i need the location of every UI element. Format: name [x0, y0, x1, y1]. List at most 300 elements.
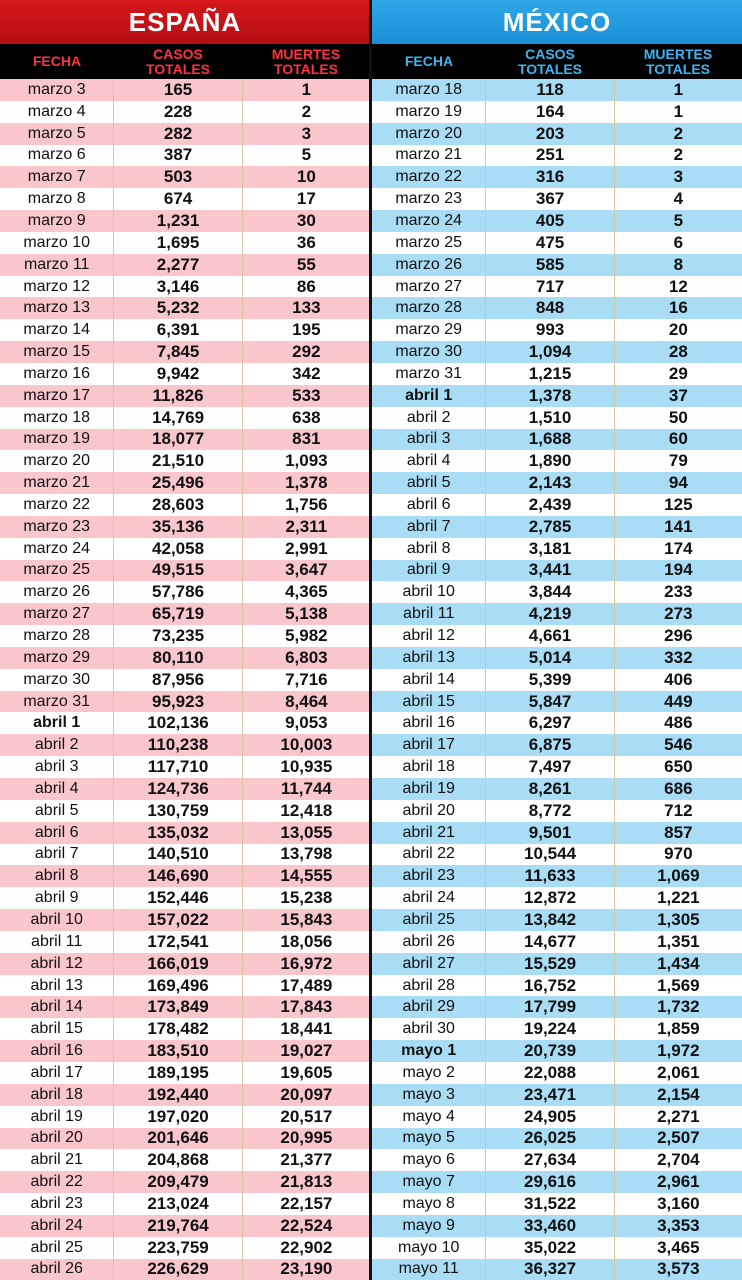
table-row: [372, 581, 742, 603]
date-cell: marzo 30: [372, 341, 486, 363]
deaths-cell: 5: [673, 210, 684, 230]
table-row: [0, 669, 370, 691]
cases-cell: 848: [486, 297, 614, 319]
table-row: [372, 1040, 742, 1062]
cases-cell: 110,238: [114, 734, 242, 756]
cases-cell: 3,181: [486, 538, 614, 560]
deaths-cell: 2,704: [657, 1150, 700, 1170]
date-cell: marzo 17: [0, 385, 114, 407]
table-row: [372, 210, 742, 232]
table-row: [0, 887, 370, 909]
deaths-cell: 13,055: [280, 822, 333, 842]
date-cell: marzo 7: [0, 166, 114, 188]
cases-cell: 130,759: [114, 800, 242, 822]
date-cell: marzo 25: [0, 560, 114, 582]
date-cell: marzo 22: [0, 494, 114, 516]
deaths-cell: 14,555: [280, 866, 333, 886]
table-row: [0, 603, 370, 625]
deaths-cell: 2: [673, 145, 684, 165]
date-cell: abril 11: [0, 931, 114, 953]
date-cell: abril 21: [372, 822, 486, 844]
cases-cell: 57,786: [114, 581, 242, 603]
cases-cell: 3,441: [486, 560, 614, 582]
table-row: [372, 450, 742, 472]
cases-cell: 165: [114, 79, 242, 101]
table-row: [372, 800, 742, 822]
date-cell: marzo 3: [0, 79, 114, 101]
cases-cell: 117,710: [114, 756, 242, 778]
deaths-cell: 1,434: [657, 953, 700, 973]
date-cell: marzo 27: [0, 603, 114, 625]
date-cell: mayo 3: [372, 1084, 486, 1106]
deaths-cell: 5,982: [285, 626, 328, 646]
cases-cell: 13,842: [486, 909, 614, 931]
date-cell: abril 1: [372, 385, 486, 407]
deaths-cell: 19,605: [280, 1062, 333, 1082]
deaths-cell: 2,507: [657, 1128, 700, 1148]
cases-cell: 1,378: [486, 385, 614, 407]
cases-cell: 5,232: [114, 297, 242, 319]
table-row: [0, 79, 370, 101]
deaths-cell: 2,271: [657, 1106, 700, 1126]
table-row: [0, 166, 370, 188]
cases-cell: 166,019: [114, 953, 242, 975]
deaths-cell: 7,716: [285, 669, 328, 689]
deaths-cell: 195: [292, 320, 321, 340]
deaths-cell: 55: [296, 254, 316, 274]
cases-cell: 1,688: [486, 429, 614, 451]
table-row: [0, 1171, 370, 1193]
mexico-header-row: [372, 44, 742, 79]
cases-cell: 35,136: [114, 516, 242, 538]
table-row: [0, 1084, 370, 1106]
date-cell: marzo 30: [0, 669, 114, 691]
table-row: [0, 734, 370, 756]
table-row: [0, 1237, 370, 1259]
table-row: [0, 756, 370, 778]
spain-rows: [0, 79, 370, 1280]
date-cell: abril 13: [372, 647, 486, 669]
date-cell: abril 4: [372, 450, 486, 472]
table-row: [0, 560, 370, 582]
deaths-cell: 2,961: [657, 1172, 700, 1192]
date-cell: abril 21: [0, 1149, 114, 1171]
date-cell: abril 2: [372, 407, 486, 429]
table-row: [0, 822, 370, 844]
cases-cell: 135,032: [114, 822, 242, 844]
cases-cell: 1,890: [486, 450, 614, 472]
table-row: [0, 909, 370, 931]
table-row: [372, 1171, 742, 1193]
cases-cell: 33,460: [486, 1215, 614, 1237]
spain-header-row: [0, 44, 370, 79]
date-cell: abril 15: [372, 691, 486, 713]
deaths-cell: 20,097: [280, 1084, 333, 1104]
date-cell: marzo 18: [0, 407, 114, 429]
table-row: [0, 472, 370, 494]
table-row: [0, 975, 370, 997]
date-cell: abril 23: [372, 865, 486, 887]
date-cell: abril 5: [372, 472, 486, 494]
deaths-cell: 292: [292, 342, 321, 362]
cases-cell: 19,224: [486, 1018, 614, 1040]
date-cell: abril 26: [372, 931, 486, 953]
deaths-cell: 3,353: [657, 1215, 700, 1235]
cases-cell: 316: [486, 166, 614, 188]
cases-cell: 29,616: [486, 1171, 614, 1193]
date-cell: mayo 5: [372, 1128, 486, 1150]
table-row: [372, 560, 742, 582]
date-cell: marzo 18: [372, 79, 486, 101]
table-row: [0, 145, 370, 167]
deaths-cell: 1,756: [285, 494, 328, 514]
deaths-cell: 11,744: [280, 778, 332, 798]
deaths-cell: 10: [296, 167, 316, 187]
deaths-cell: 857: [664, 822, 693, 842]
deaths-cell: 28: [668, 342, 688, 362]
deaths-cell: 1,069: [657, 866, 700, 886]
date-cell: marzo 21: [0, 472, 114, 494]
cases-cell: 387: [114, 145, 242, 167]
cases-cell: 12,872: [486, 887, 614, 909]
table-row: [0, 297, 370, 319]
deaths-cell: 1,569: [657, 975, 700, 995]
table-row: [0, 931, 370, 953]
date-cell: abril 12: [372, 625, 486, 647]
date-cell: abril 23: [0, 1193, 114, 1215]
deaths-cell: 3,647: [285, 560, 328, 580]
deaths-cell: 342: [292, 363, 321, 383]
date-cell: marzo 24: [372, 210, 486, 232]
deaths-cell: 21,377: [280, 1150, 333, 1170]
cases-cell: 26,025: [486, 1128, 614, 1150]
date-cell: abril 19: [372, 778, 486, 800]
deaths-cell: 22,157: [280, 1193, 333, 1213]
deaths-cell: 15,238: [280, 888, 333, 908]
table-row: [0, 953, 370, 975]
table-row: [372, 254, 742, 276]
mexico-header-deaths: MUERTES TOTALES: [643, 45, 713, 77]
table-row: [372, 1018, 742, 1040]
cases-cell: 209,479: [114, 1171, 242, 1193]
date-cell: marzo 6: [0, 145, 114, 167]
table-row: [372, 1237, 742, 1259]
deaths-cell: 1: [301, 79, 312, 99]
spain-header-deaths: MUERTES TOTALES: [271, 45, 341, 77]
deaths-cell: 21,813: [280, 1172, 333, 1192]
date-cell: abril 17: [0, 1062, 114, 1084]
deaths-cell: 23,190: [280, 1259, 333, 1279]
table-row: [0, 778, 370, 800]
date-cell: marzo 23: [372, 188, 486, 210]
date-cell: marzo 29: [372, 319, 486, 341]
cases-cell: 475: [486, 232, 614, 254]
table-row: [372, 844, 742, 866]
table-row: [0, 1018, 370, 1040]
cases-cell: 7,497: [486, 756, 614, 778]
table-row: [0, 1259, 370, 1280]
cases-cell: 717: [486, 276, 614, 298]
date-cell: abril 16: [372, 712, 486, 734]
cases-cell: 87,956: [114, 669, 242, 691]
cases-cell: 2,439: [486, 494, 614, 516]
deaths-cell: 125: [664, 494, 693, 514]
cases-cell: 173,849: [114, 996, 242, 1018]
table-row: [372, 822, 742, 844]
date-cell: marzo 5: [0, 123, 114, 145]
cases-cell: 157,022: [114, 909, 242, 931]
table-row: [372, 123, 742, 145]
table-row: [0, 123, 370, 145]
table-row: [372, 297, 742, 319]
cases-cell: 80,110: [114, 647, 242, 669]
cases-cell: 503: [114, 166, 242, 188]
cases-cell: 204,868: [114, 1149, 242, 1171]
deaths-cell: 1,351: [657, 931, 700, 951]
date-cell: abril 25: [372, 909, 486, 931]
deaths-cell: 17,843: [280, 997, 333, 1017]
deaths-cell: 4: [673, 189, 684, 209]
table-row: [0, 1062, 370, 1084]
table-row: [372, 145, 742, 167]
cases-cell: 9,501: [486, 822, 614, 844]
date-cell: marzo 4: [0, 101, 114, 123]
deaths-cell: 6: [673, 232, 684, 252]
date-cell: abril 22: [372, 844, 486, 866]
table-row: [372, 1128, 742, 1150]
table-row: [372, 909, 742, 931]
deaths-cell: 141: [664, 516, 693, 536]
deaths-cell: 50: [668, 407, 688, 427]
deaths-cell: 449: [664, 691, 693, 711]
date-cell: abril 27: [372, 953, 486, 975]
table-row: [372, 1062, 742, 1084]
cases-cell: 183,510: [114, 1040, 242, 1062]
deaths-cell: 79: [668, 451, 688, 471]
deaths-cell: 3: [673, 167, 684, 187]
cases-cell: 42,058: [114, 538, 242, 560]
deaths-cell: 60: [668, 429, 688, 449]
cases-cell: 405: [486, 210, 614, 232]
deaths-cell: 15,843: [280, 909, 333, 929]
cases-cell: 140,510: [114, 844, 242, 866]
date-cell: marzo 24: [0, 538, 114, 560]
date-cell: mayo 2: [372, 1062, 486, 1084]
cases-cell: 226,629: [114, 1259, 242, 1280]
date-cell: marzo 20: [372, 123, 486, 145]
date-cell: abril 24: [0, 1215, 114, 1237]
cases-cell: 197,020: [114, 1106, 242, 1128]
table-row: [372, 538, 742, 560]
date-cell: abril 12: [0, 953, 114, 975]
date-cell: abril 18: [0, 1084, 114, 1106]
table-row: [372, 953, 742, 975]
deaths-cell: 2,154: [657, 1084, 700, 1104]
date-cell: abril 15: [0, 1018, 114, 1040]
deaths-cell: 86: [296, 276, 316, 296]
date-cell: abril 8: [0, 865, 114, 887]
deaths-cell: 1,305: [657, 909, 700, 929]
table-row: [372, 1193, 742, 1215]
table-row: [372, 778, 742, 800]
deaths-cell: 1,221: [657, 888, 700, 908]
table-row: [0, 210, 370, 232]
table-row: [0, 188, 370, 210]
date-cell: marzo 31: [372, 363, 486, 385]
table-row: [0, 1193, 370, 1215]
date-cell: abril 20: [0, 1128, 114, 1150]
date-cell: mayo 8: [372, 1193, 486, 1215]
date-cell: abril 30: [372, 1018, 486, 1040]
cases-cell: 17,799: [486, 996, 614, 1018]
date-cell: marzo 20: [0, 450, 114, 472]
date-cell: marzo 25: [372, 232, 486, 254]
cases-cell: 2,785: [486, 516, 614, 538]
cases-cell: 28,603: [114, 494, 242, 516]
table-row: [372, 669, 742, 691]
table-row: [0, 691, 370, 713]
date-cell: abril 26: [0, 1259, 114, 1280]
mexico-header-cases: CASOS TOTALES: [517, 45, 583, 77]
date-cell: abril 8: [372, 538, 486, 560]
deaths-cell: 332: [664, 647, 693, 667]
date-cell: abril 6: [372, 494, 486, 516]
cases-cell: 2,277: [114, 254, 242, 276]
cases-cell: 22,088: [486, 1062, 614, 1084]
deaths-cell: 18,056: [280, 931, 333, 951]
deaths-cell: 1: [673, 79, 684, 99]
deaths-cell: 29: [668, 363, 688, 383]
deaths-cell: 20,995: [280, 1128, 333, 1148]
table-row: [372, 996, 742, 1018]
table-row: [372, 407, 742, 429]
spain-header-cases: CASOS TOTALES: [145, 45, 211, 77]
date-cell: abril 10: [372, 581, 486, 603]
cases-cell: 24,905: [486, 1106, 614, 1128]
date-cell: marzo 13: [0, 297, 114, 319]
date-cell: abril 10: [0, 909, 114, 931]
table-row: [372, 865, 742, 887]
date-cell: abril 9: [0, 887, 114, 909]
deaths-cell: 20: [668, 320, 688, 340]
deaths-cell: 2: [673, 123, 684, 143]
cases-cell: 124,736: [114, 778, 242, 800]
cases-cell: 15,529: [486, 953, 614, 975]
deaths-cell: 3,160: [657, 1193, 700, 1213]
date-cell: marzo 28: [0, 625, 114, 647]
cases-cell: 219,764: [114, 1215, 242, 1237]
cases-cell: 674: [114, 188, 242, 210]
table-row: [372, 931, 742, 953]
date-cell: abril 3: [372, 429, 486, 451]
cases-cell: 35,022: [486, 1237, 614, 1259]
cases-cell: 1,094: [486, 341, 614, 363]
cases-cell: 223,759: [114, 1237, 242, 1259]
cases-cell: 11,826: [114, 385, 242, 407]
spain-panel: [0, 0, 370, 1280]
cases-cell: 9,942: [114, 363, 242, 385]
deaths-cell: 406: [664, 669, 693, 689]
date-cell: abril 3: [0, 756, 114, 778]
date-cell: marzo 14: [0, 319, 114, 341]
deaths-cell: 13,798: [280, 844, 333, 864]
deaths-cell: 1,093: [285, 451, 328, 471]
cases-cell: 192,440: [114, 1084, 242, 1106]
table-row: [372, 472, 742, 494]
cases-cell: 3,844: [486, 581, 614, 603]
date-cell: marzo 21: [372, 145, 486, 167]
deaths-cell: 831: [292, 429, 321, 449]
date-cell: abril 29: [372, 996, 486, 1018]
deaths-cell: 686: [664, 778, 693, 798]
table-row: [0, 319, 370, 341]
deaths-cell: 1: [673, 101, 684, 121]
table-row: [372, 691, 742, 713]
table-row: [372, 101, 742, 123]
cases-cell: 152,446: [114, 887, 242, 909]
cases-cell: 2,143: [486, 472, 614, 494]
date-cell: abril 6: [0, 822, 114, 844]
cases-cell: 95,923: [114, 691, 242, 713]
table-row: [372, 232, 742, 254]
cases-cell: 118: [486, 79, 614, 101]
date-cell: abril 4: [0, 778, 114, 800]
deaths-cell: 12: [668, 276, 688, 296]
spain-header-date: FECHA: [32, 53, 82, 69]
cases-cell: 14,769: [114, 407, 242, 429]
deaths-cell: 273: [664, 604, 693, 624]
cases-cell: 189,195: [114, 1062, 242, 1084]
date-cell: mayo 6: [372, 1149, 486, 1171]
table-row: [372, 166, 742, 188]
table-row: [372, 1149, 742, 1171]
table-row: [0, 800, 370, 822]
table-row: [372, 363, 742, 385]
date-cell: marzo 11: [0, 254, 114, 276]
cases-cell: 6,297: [486, 712, 614, 734]
deaths-cell: 94: [668, 473, 688, 493]
date-cell: mayo 10: [372, 1237, 486, 1259]
date-cell: abril 13: [0, 975, 114, 997]
cases-cell: 146,690: [114, 865, 242, 887]
cases-cell: 251: [486, 145, 614, 167]
cases-cell: 23,471: [486, 1084, 614, 1106]
deaths-cell: 8,464: [285, 691, 328, 711]
cases-cell: 8,261: [486, 778, 614, 800]
table-row: [372, 603, 742, 625]
deaths-cell: 16: [668, 298, 688, 318]
mexico-panel: [372, 0, 742, 1280]
date-cell: abril 9: [372, 560, 486, 582]
date-cell: abril 7: [372, 516, 486, 538]
cases-cell: 65,719: [114, 603, 242, 625]
cases-cell: 203: [486, 123, 614, 145]
deaths-cell: 22,902: [280, 1237, 333, 1257]
table-row: [372, 1259, 742, 1280]
table-row: [372, 734, 742, 756]
deaths-cell: 2: [301, 101, 312, 121]
table-row: [372, 494, 742, 516]
cases-cell: 7,845: [114, 341, 242, 363]
table-row: [0, 407, 370, 429]
cases-cell: 169,496: [114, 975, 242, 997]
cases-cell: 21,510: [114, 450, 242, 472]
deaths-cell: 133: [292, 298, 321, 318]
table-row: [0, 385, 370, 407]
date-cell: marzo 26: [0, 581, 114, 603]
table-row: [372, 975, 742, 997]
cases-cell: 164: [486, 101, 614, 123]
